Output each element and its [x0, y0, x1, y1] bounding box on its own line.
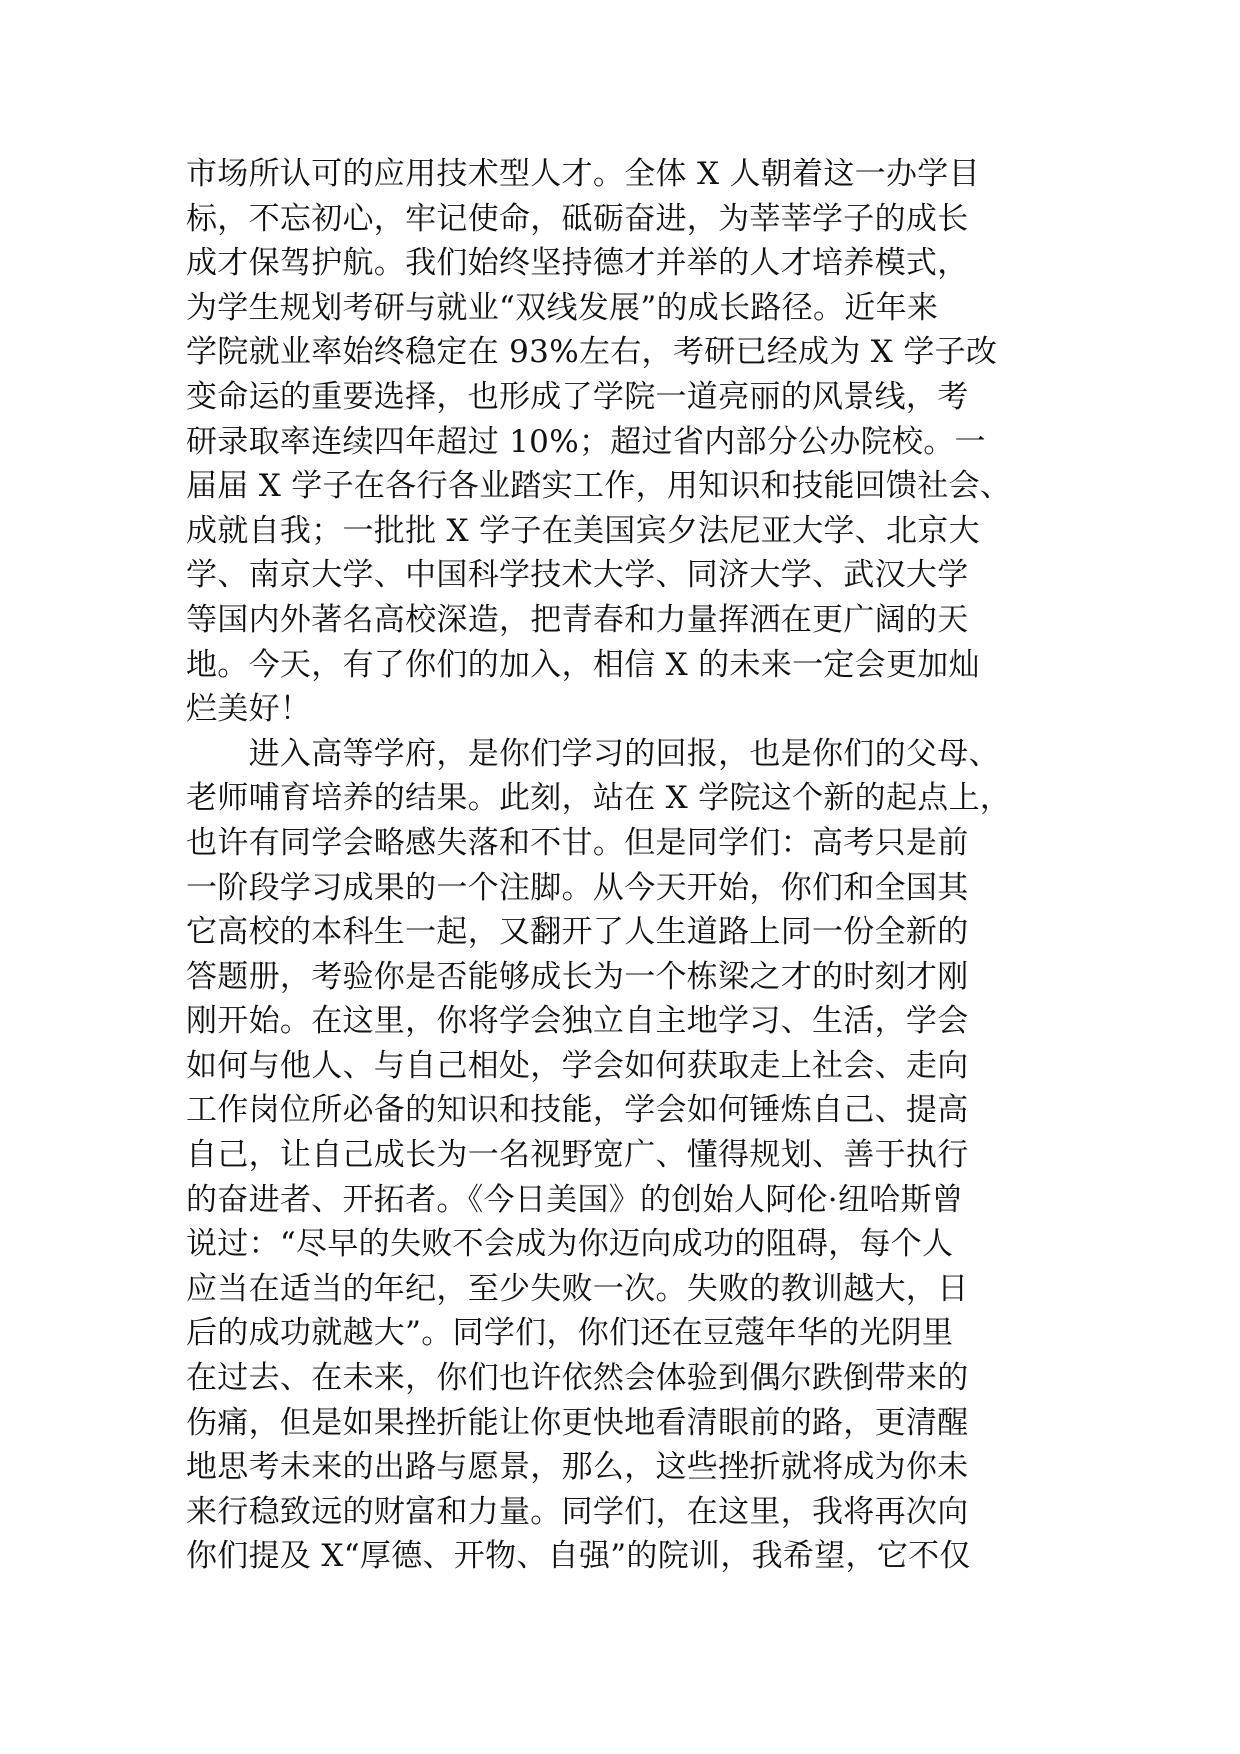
text-line: 工作岗位所必备的知识和技能，学会如何锤炼自己、提高 [186, 1092, 969, 1129]
text-line: 伤痛，但是如果挫折能让你更快地看清眼前的路，更清醒 [186, 1404, 969, 1441]
text-line: 在过去、在未来，你们也许依然会体验到偶尔跌倒带来的 [186, 1360, 969, 1397]
text-line: 也许有同学会略感失落和不甘。但是同学们：高考只是前 [186, 824, 969, 861]
text-line: 应当在适当的年纪，至少失败一次。失败的教训越大，日 [186, 1270, 969, 1307]
text-line: 市场所认可的应用技术型人才。全体 X 人朝着这一办学目 [186, 156, 980, 192]
body-text [186, 152, 1086, 1579]
text-line: 如何与他人、与自己相处，学会如何获取走上社会、走向 [186, 1047, 969, 1084]
text-line: 它高校的本科生一起，又翻开了人生道路上同一份全新的 [186, 914, 969, 951]
text-line: 变命运的重要选择，也形成了学院一道亮丽的风景线，考 [186, 378, 969, 415]
text-line: 学、南京大学、中国科学技术大学、同济大学、武汉大学 [186, 557, 969, 594]
text-line: 的奋进者、开拓者。《今日美国》的创始人阿伦·纽哈斯曾 [186, 1181, 964, 1218]
text-line: 届届 X 学子在各行各业踏实工作，用知识和技能回馈社会、 [186, 468, 1012, 505]
text-line: 来行稳致远的财富和力量。同学们，在这里，我将再次向 [186, 1493, 969, 1530]
text-line: 为学生规划考研与就业“双线发展”的成长路径。近年来 [186, 289, 939, 326]
text-line: 研录取率连续四年超过 10%；超过省内部分公办院校。一 [186, 423, 986, 460]
text-line: 后的成功就越大”。同学们，你们还在豆蔻年华的光阴里 [186, 1315, 954, 1352]
text-line: 地思考未来的出路与愿景，那么，这些挫折就将成为你未 [186, 1449, 969, 1486]
text-line: 成就自我；一批批 X 学子在美国宾夕法尼亚大学、北京大 [186, 512, 980, 549]
text-line: 你们提及 X“厚德、开物、自强”的院训，我希望，它不仅 [186, 1538, 971, 1575]
paragraph-start-line: 进入高等学府，是你们学习的回报，也是你们的父母、 [186, 735, 1000, 772]
text-line: 烂美好！ [186, 691, 312, 728]
text-line: 学院就业率始终稳定在 93%左右，考研已经成为 X 学子改 [186, 334, 998, 371]
text-line: 说过：“尽早的失败不会成为你迈向成功的阻碍，每个人 [186, 1226, 954, 1263]
text-line: 地。今天，有了你们的加入，相信 X 的未来一定会更加灿 [186, 646, 980, 683]
text-line: 一阶段学习成果的一个注脚。从今天开始，你们和全国其 [186, 869, 969, 906]
text-line: 答题册，考验你是否能够成长为一个栋梁之才的时刻才刚 [186, 958, 969, 995]
text-line: 标，不忘初心，牢记使命，砥砺奋进，为莘莘学子的成长 [186, 200, 969, 237]
text-line: 老师哺育培养的结果。此刻，站在 X 学院这个新的起点上， [186, 780, 1012, 817]
text-line: 等国内外著名高校深造，把青春和力量挥洒在更广阔的天 [186, 601, 969, 638]
text-line: 自己，让自己成长为一名视野宽广、懂得规划、善于执行 [186, 1137, 969, 1174]
text-line: 成才保驾护航。我们始终坚持德才并举的人才培养模式， [186, 245, 969, 282]
text-line: 刚开始。在这里，你将学会独立自主地学习、生活，学会 [186, 1003, 969, 1040]
